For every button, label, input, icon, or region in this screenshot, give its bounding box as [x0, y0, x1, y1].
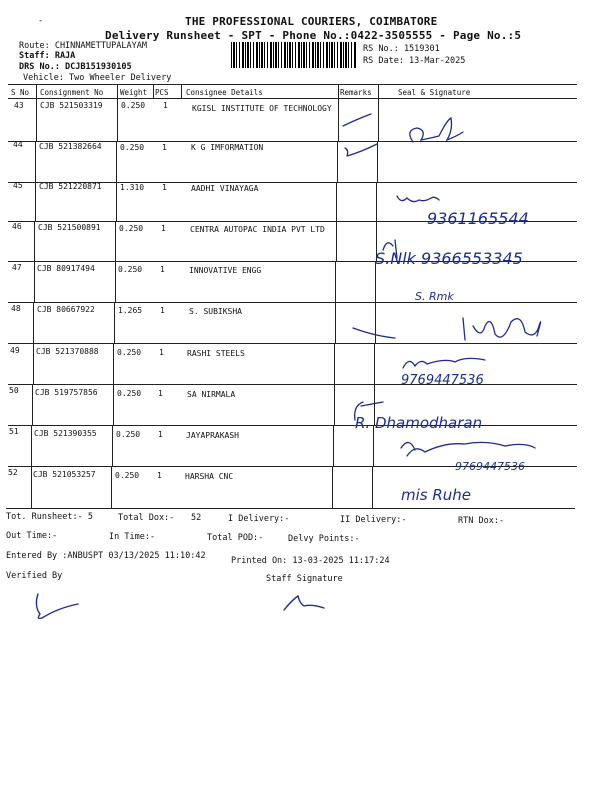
row-consignment: CJB 521370888 [36, 347, 99, 356]
row-consignee: RASHI STEELS [187, 349, 245, 358]
row-weight: 0.250 [117, 389, 142, 398]
runsheet-subtitle: Delivery Runsheet - SPT - Phone No.:0422-3505555 - Page No.:5 [105, 29, 522, 42]
handwritten-signature-47: S. Rmk [415, 290, 454, 303]
ii-delivery: II Delivery:- [340, 515, 407, 525]
row-weight: 0.250 [118, 265, 143, 274]
row-sno: 52 [8, 468, 18, 477]
row-sno: 44 [13, 140, 23, 149]
row-consignee: CENTRA AUTOPAC INDIA PVT LTD [190, 225, 325, 234]
table-top-border [8, 84, 577, 85]
row-consignee: KGISL INSTITUTE OF TECHNOLOGY [192, 104, 332, 113]
col-sno: S No [11, 88, 30, 97]
row-consignment: CJB 521500891 [38, 223, 101, 232]
col-consignment: Consignment No [40, 88, 104, 97]
row-consignee: JAYAPRAKASH [186, 431, 239, 440]
row-pcs: 1 [161, 224, 166, 233]
row-consignment: CJB 521053257 [33, 470, 96, 479]
barcode [231, 42, 356, 68]
staff-signature-icon [278, 590, 328, 614]
row-weight: 1.310 [120, 183, 145, 192]
col-pcs: PCS [155, 88, 169, 97]
row-weight: 0.250 [115, 471, 140, 480]
row-consignment: CJB 521390355 [34, 429, 97, 438]
row-sno: 48 [11, 304, 21, 313]
row-sno: 47 [12, 263, 22, 272]
row-pcs: 1 [158, 389, 163, 398]
col-seal: Seal & Signature [398, 88, 471, 97]
verified-by: Verified By [6, 571, 63, 581]
row-consignee: K G IMFORMATION [191, 143, 264, 152]
row-consignee: S. SUBIKSHA [189, 307, 242, 316]
row-consignee: AADHI VINAYAGA [191, 184, 259, 193]
row-weight: 0.250 [119, 224, 144, 233]
row-pcs: 1 [160, 265, 165, 274]
verifier-signature-icon [28, 590, 88, 624]
row-pcs: 1 [160, 306, 165, 315]
row-sno: 51 [9, 427, 19, 436]
rs-number: RS No.: 1519301 [363, 44, 440, 54]
in-time: In Time:- [109, 532, 156, 542]
row-sno: 50 [9, 386, 19, 395]
staff-label: Staff: RAJA [19, 51, 76, 61]
handwritten-phone-1: 9361165544 [427, 209, 529, 228]
row-pcs: 1 [162, 143, 167, 152]
rs-date: RS Date: 13-Mar-2025 [363, 56, 466, 66]
total-dox-label: Total Dox:- [118, 513, 175, 523]
col-consignee: Consignee Details [186, 88, 263, 97]
row-weight: 1.265 [118, 306, 143, 315]
row-sno: 43 [14, 101, 24, 110]
row-consignee: SA NIRMALA [187, 390, 236, 399]
signature-48 [353, 318, 541, 340]
staff-signature-label: Staff Signature [266, 574, 343, 584]
row-pcs: 1 [162, 183, 167, 192]
row-consignee: HARSHA CNC [185, 472, 234, 481]
row-pcs: 1 [157, 471, 162, 480]
i-delivery: I Delivery:- [228, 514, 290, 524]
col-remarks: Remarks [340, 88, 372, 97]
handwritten-signature-50: R. Dhamodharan [355, 414, 483, 432]
table-header-border [8, 98, 577, 99]
signature-45-scribble [397, 196, 439, 202]
row-weight: 0.250 [116, 430, 141, 439]
remark-tick-43 [343, 114, 371, 126]
row-consignee: INNOVATIVE ENGG [189, 266, 262, 275]
row-pcs: 1 [163, 101, 168, 110]
signature-49-scrawl [403, 358, 485, 368]
row-weight: 0.250 [121, 101, 146, 110]
handwritten-signatures [335, 100, 580, 510]
row-pcs: 1 [159, 348, 164, 357]
row-consignment: CJB 521382664 [39, 142, 102, 151]
entered-by: Entered By :ANBUSPT 03/13/2025 11:10:42 [6, 551, 206, 561]
row-consignment: CJB 519757856 [35, 388, 98, 397]
out-time: Out Time:- [6, 531, 58, 541]
row-consignment: CJB 80917494 [37, 264, 95, 273]
row-weight: 0.250 [120, 143, 145, 152]
handwritten-signature-52: mis Ruhe [401, 486, 472, 504]
total-runsheet: Tot. Runsheet:- 5 [6, 512, 93, 522]
route-label: Route: CHINNAMETTUPALAYAM [19, 41, 147, 51]
vehicle-label: Vehicle: Two Wheeler Delivery [23, 73, 172, 83]
row-sno: 45 [13, 181, 23, 190]
row-pcs: 1 [158, 430, 163, 439]
total-dox-value: 52 [191, 513, 202, 523]
row-consignment: CJB 521220871 [39, 182, 102, 191]
signature-51-scrawl [401, 442, 535, 456]
corner-mark: - [38, 16, 44, 26]
remark-tick-44 [345, 144, 377, 156]
handwritten-signature-49: 9769447536 [401, 373, 484, 388]
handwritten-signature-51: 9769447536 [455, 460, 525, 473]
col-weight: Weight [120, 88, 148, 97]
row-sno: 49 [10, 346, 20, 355]
handwritten-signature-46: S.Nlk 9366553345 [375, 249, 523, 268]
delivery-points: Delvy Points:- [288, 534, 360, 544]
row-consignment: CJB 521503319 [40, 101, 103, 110]
company-title: THE PROFESSIONAL COURIERS, COIMBATORE [185, 15, 438, 28]
drs-number: DRS No.: DCJB151930105 [19, 62, 132, 72]
printed-on: Printed On: 13-03-2025 11:17:24 [231, 556, 390, 566]
signature-43 [410, 118, 463, 142]
row-sno: 46 [12, 222, 22, 231]
row-weight: 0.250 [117, 348, 142, 357]
rtn-dox: RTN Dox:- [458, 516, 505, 526]
row-consignment: CJB 80667922 [37, 305, 95, 314]
total-pod: Total POD:- [207, 533, 264, 543]
